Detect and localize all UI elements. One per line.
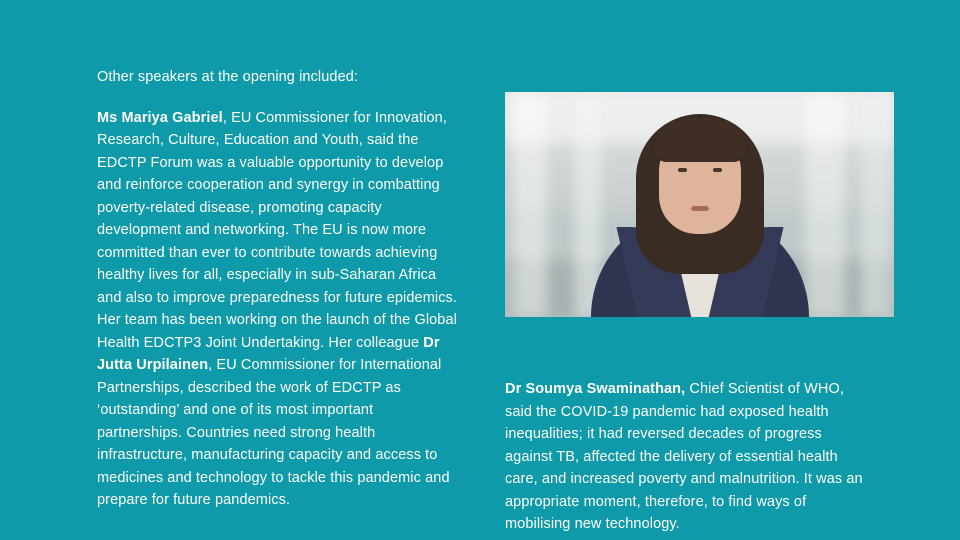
- speaker-name-swaminathan: Dr Soumya Swaminathan,: [505, 381, 686, 397]
- intro-line: Other speakers at the opening included:: [97, 69, 359, 85]
- caption-text: Chief Scientist of WHO, said the COVID-19 pandemic had exposed health inequalities; it had reversed decades of progress against TB, affected the delivery of essential health care, and increased poverty and malnutrition. It was an appropriate moment, therefore, to find ways of mobilising new technology.: [505, 381, 863, 532]
- speaker-name-urpilainen: Dr Jutta Urpilainen: [97, 334, 440, 373]
- caption-column: [505, 378, 865, 536]
- photo-image: [505, 92, 894, 317]
- person-hair-top: [654, 118, 746, 162]
- paragraph-text-1: , EU Commissioner for Innovation, Research, Culture, Education and Youth, said the EDCTP Forum was a valuable opportunity to develop and reinforce cooperation and synergy in combatting poverty-related disease, promoting capacity development and networking. The EU is now more committed than ever to contribute towards achieving healthy lives for all, especially in sub-Saharan Africa and also to improve preparedness for future epidemics. Her team has been working on the launch of the Global Health EDCTP3 Joint Undertaking. Her colleague: [97, 109, 458, 351]
- caption-paragraph: [505, 378, 865, 536]
- person-eye-left: [678, 168, 687, 172]
- left-text-column: [97, 66, 462, 512]
- paragraph-text-2: , EU Commissioner for International Partnerships, described the work of EDCTP as ‘outstanding’ and one of its most important partnerships. Countries need strong health infrastructure, manufacturing capacity and access to medicines and technology to tackle this pandemic and prepare for future pandemics.: [97, 357, 450, 508]
- main-paragraph: [97, 107, 462, 512]
- photo-bg-column-4: [861, 92, 891, 317]
- photo-bg-column-1: [513, 92, 547, 317]
- speaker-name-gabriel: Ms Mariya Gabriel: [97, 109, 223, 126]
- photo-bg-column-3: [805, 92, 845, 317]
- person-eye-right: [713, 168, 722, 172]
- speaker-photo: [505, 92, 894, 317]
- person-mouth: [691, 206, 709, 211]
